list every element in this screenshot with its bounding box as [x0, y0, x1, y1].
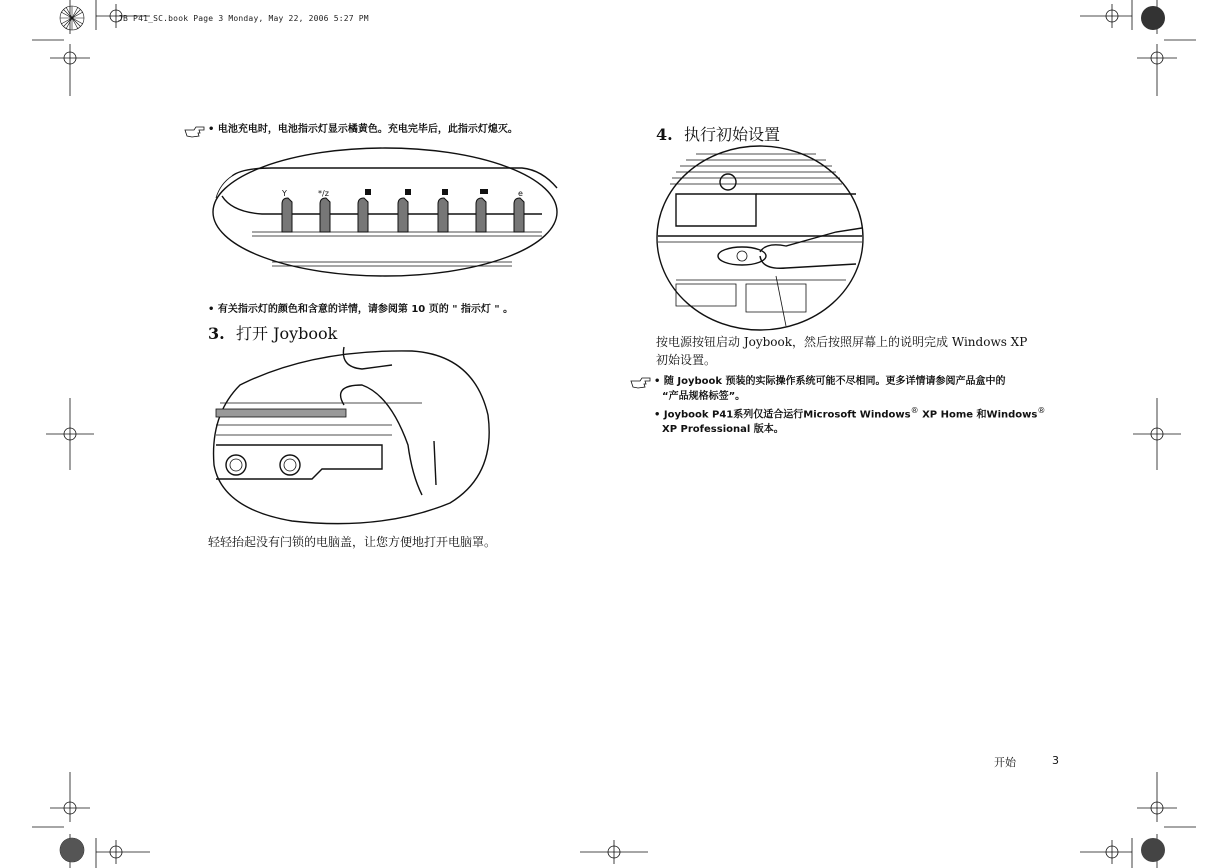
step4-instruction — [656, 333, 1027, 369]
svg-text:*/z: */z — [318, 189, 329, 198]
note-windows-versions-line1-a: • Joybook P41系列仅适合运行Microsoft Windows — [654, 409, 911, 421]
note-preinstalled-os — [654, 374, 1006, 404]
note-preinstalled-os-line2: “产品规格标签”。 — [662, 391, 746, 402]
footer-section-title: 开始 — [994, 756, 1016, 769]
note-windows-versions-line1-b: XP Home 和Windows — [918, 409, 1038, 421]
note-battery-charging: • 电池充电时，电池指示灯显示橘黄色。充电完毕后，此指示灯熄灭。 — [208, 124, 518, 135]
step4-instruction-line1: 按电源按钮启动 Joybook，然后按照屏幕上的说明完成 Windows XP — [656, 335, 1028, 349]
step3-instruction: 轻轻抬起没有闩锁的电脑盖，让您方便地打开电脑罩。 — [208, 535, 497, 549]
svg-text:Y: Y — [282, 189, 287, 198]
step4-title: 执行初始设置 — [684, 125, 781, 144]
step3-number: 3. — [208, 324, 225, 343]
step3-heading — [208, 321, 337, 344]
step3-title: 打开 Joybook — [236, 324, 338, 343]
note-indicator-details: • 有关指示灯的颜色和含意的详情，请参阅第 10 页的 " 指示灯 " 。 — [208, 304, 514, 315]
note-hand-icon — [630, 376, 652, 390]
note-windows-versions-line1 — [654, 403, 1045, 422]
registered-mark: ® — [910, 406, 919, 415]
svg-text:e: e — [518, 189, 523, 198]
indicator-lights-illustration — [212, 146, 558, 284]
note-hand-icon — [184, 125, 206, 139]
open-lid-illustration — [212, 345, 494, 529]
power-button-illustration — [656, 146, 864, 332]
note-preinstalled-os-line1: • 随 Joybook 预装的实际操作系统可能不尽相同。更多详情请参阅产品盒中的 — [654, 376, 1006, 387]
step4-number: 4. — [656, 125, 673, 144]
step4-instruction-line2: 初始设置。 — [656, 353, 717, 367]
note-windows-versions — [654, 403, 1045, 437]
footer-page-number: 3 — [1052, 754, 1059, 767]
note-windows-versions-line2: XP Professional 版本。 — [662, 424, 784, 436]
registered-mark: ® — [1037, 406, 1046, 415]
step4-heading — [656, 122, 780, 145]
print-slug: JB P41_SC.book Page 3 Monday, May 22, 2006 5:27 PM — [118, 14, 369, 23]
